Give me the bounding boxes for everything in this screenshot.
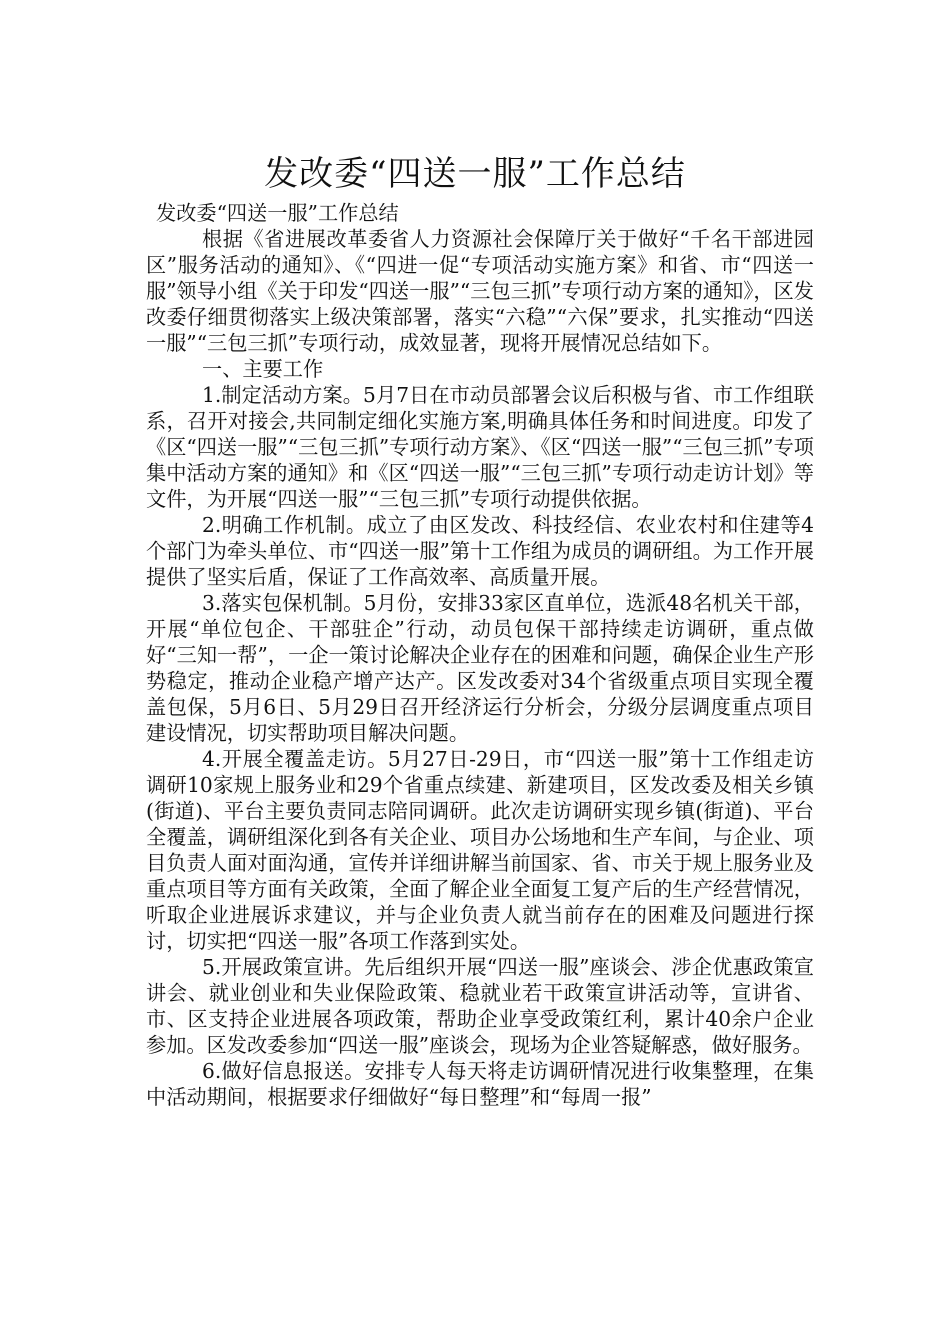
paragraph-item-5: 5.开展政策宣讲。先后组织开展“四送一服”座谈会、涉企优惠政策宣讲会、就业创业和失业保险政策、稳就业若干政策宣讲活动等，宣讲省、市、区支持企业进展各项政策，帮助企业享受政策红利，累计40余户企业参加。区发改委参加“四送一服”座谈会，现场为企业答疑解惑，做好服务。	[146, 955, 814, 1057]
paragraph-item-6: 6.做好信息报送。安排专人每天将走访调研情况进行收集整理，在集中活动期间，根据要求仔细做好“每日整理”和“每周一报”	[146, 1059, 814, 1109]
paragraph-item-4: 4.开展全覆盖走访。5月27日-29日，市“四送一服”第十工作组走访调研10家规上服务业和29个省重点续建、新建项目，区发改委及相关乡镇(街道)、平台主要负责同志陪同调研。此次走访调研实现乡镇(街道)、平台全覆盖，调研组深化到各有关企业、项目办公场地和生产车间，与企业、项目负责人面对面沟通，宣传并详细讲解当前国家、省、市关于规上服务业及重点项目等方面有关政策，全面了解企业全面复工复产后的生产经营情况，听取企业进展诉求建议，并与企业负责人就当前存在的困难及问题进行探讨，切实把“四送一服”各项工作落到实处。	[146, 747, 814, 953]
paragraph-intro: 根据《省进展改革委省人力资源社会保障厅关于做好“千名干部进园区”服务活动的通知》、《“四进一促“专项活动实施方案》和省、市“四送一服”领导小组《关于印发“四送一服”“三包三抓”专项行动方案的通知》，区发改委仔细贯彻落实上级决策部署，落实“六稳”“六保”要求，扎实推动“四送一服”“三包三抓”专项行动，成效显著，现将开展情况总结如下。	[146, 227, 814, 355]
paragraph-item-2: 2.明确工作机制。成立了由区发改、科技经信、农业农村和住建等4个部门为牵头单位、市“四送一服”第十工作组为成员的调研组。为工作开展提供了坚实后盾，保证了工作高效率、高质量开展。	[146, 513, 814, 589]
document-body	[146, 200, 814, 1110]
document-subtitle: 发改委“四送一服”工作总结	[156, 201, 399, 225]
section-heading-main-work: 一、主要工作	[202, 357, 324, 381]
paragraph-item-3: 3.落实包保机制。5月份，安排33家区直单位，选派48名机关干部，开展“单位包企、干部驻企”行动，动员包保干部持续走访调研，重点做好“三知一帮”，一企一策讨论解决企业存在的困难和问题，确保企业生产形势稳定，推动企业稳产增产达产。区发改委对34个省级重点项目实现全覆盖包保，5月6日、5月29日召开经济运行分析会，分级分层调度重点项目建设情况，切实帮助项目解决问题。	[146, 591, 814, 745]
paragraph-item-1: 1.制定活动方案。5月7日在市动员部署会议后积极与省、市工作组联系，召开对接会,共同制定细化实施方案,明确具体任务和时间进度。印发了《区“四送一服”“三包三抓”专项行动方案》、《区“四送一服”“三包三抓”专项集中活动方案的通知》和《区“四送一服”“三包三抓”专项行动走访计划》等文件，为开展“四送一服”“三包三抓”专项行动提供依据。	[146, 383, 814, 511]
document-title: 发改委“四送一服”工作总结	[264, 153, 686, 194]
